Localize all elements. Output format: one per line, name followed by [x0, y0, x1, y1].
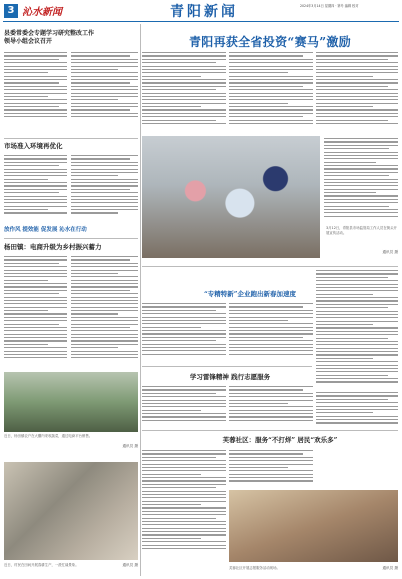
lead-body-col2 — [229, 52, 313, 132]
greenhouse-caption: 近日，杨田镇农户在大棚内采收蔬菜，通过电商平台销售。 — [4, 434, 93, 438]
market-access-headline: 市场准入环境再优化 — [4, 142, 63, 150]
leifeng-body-col2 — [229, 386, 313, 426]
page-number-badge: 3 — [4, 4, 18, 18]
county-meeting-body-col2 — [71, 52, 138, 124]
lead-body-col1 — [142, 52, 226, 132]
community-body-col1 — [142, 450, 226, 560]
lead-body-col3 — [316, 52, 398, 132]
divider — [142, 430, 398, 431]
column-divider — [140, 24, 141, 576]
lead-body-col4 — [324, 138, 398, 223]
county-meeting-body-col1 — [4, 52, 67, 124]
leifeng-headline: 学习雷锋精神 践行志愿服务 — [189, 373, 271, 381]
special-body-col2 — [229, 303, 313, 361]
community-headline: 芙蓉社区：服务“不打烊” 居民“欢乐多” — [222, 436, 338, 444]
special-body-col3 — [316, 270, 398, 388]
dateline: 2024年3月14日 星期四 · 第号 编辑 校对 — [300, 4, 359, 8]
ecommerce-body-col2 — [71, 256, 138, 366]
divider — [142, 266, 398, 267]
leifeng-body-col3 — [316, 392, 398, 432]
greenhouse-photo — [4, 372, 138, 432]
slogan-banner: 放作风 提效能 促发展 沁水在行动 — [4, 227, 87, 233]
county-meeting-headline: 县委常委会专题学习研究整改工作 领导小组会议召开 — [4, 30, 95, 45]
masthead-rule — [3, 21, 399, 22]
newspaper-logo: 沁水新闻 — [22, 7, 62, 18]
main-photo-caption: 3月12日，青阳县市场监管局工作人员在街头开展宣传活动。 — [326, 226, 397, 235]
farm-byline: 通讯员 摄 — [122, 563, 138, 567]
divider — [142, 366, 312, 367]
ecommerce-body-col1 — [4, 256, 67, 366]
divider — [4, 138, 138, 139]
community-caption: 芙蓉社区开展志愿服务活动现场。 — [229, 566, 280, 570]
community-photo — [229, 490, 398, 562]
farm-caption: 近日，村民在田间开展春耕生产，一派忙碌景象。 — [4, 563, 79, 567]
community-byline: 通讯员 摄 — [382, 566, 398, 570]
farm-photo — [4, 462, 138, 560]
section-title: 青阳新闻 — [170, 4, 238, 20]
ecommerce-headline: 杨田镇：电商升级为乡村振兴蓄力 — [4, 243, 102, 251]
lead-headline: 青阳再获全省投资“赛马”激励 — [188, 35, 351, 49]
main-photo-byline: 通讯员 摄 — [382, 250, 398, 254]
divider — [4, 238, 138, 239]
leifeng-body-col1 — [142, 386, 226, 426]
market-access-body-col2 — [71, 155, 138, 220]
greenhouse-byline: 通讯员 摄 — [122, 444, 138, 448]
special-enterprise-headline: “专精特新”企业跑出新春加速度 — [204, 290, 296, 298]
main-news-photo — [142, 136, 320, 258]
market-access-body-col1 — [4, 155, 67, 220]
special-body-col1 — [142, 303, 226, 361]
community-body-col2 — [229, 450, 313, 488]
